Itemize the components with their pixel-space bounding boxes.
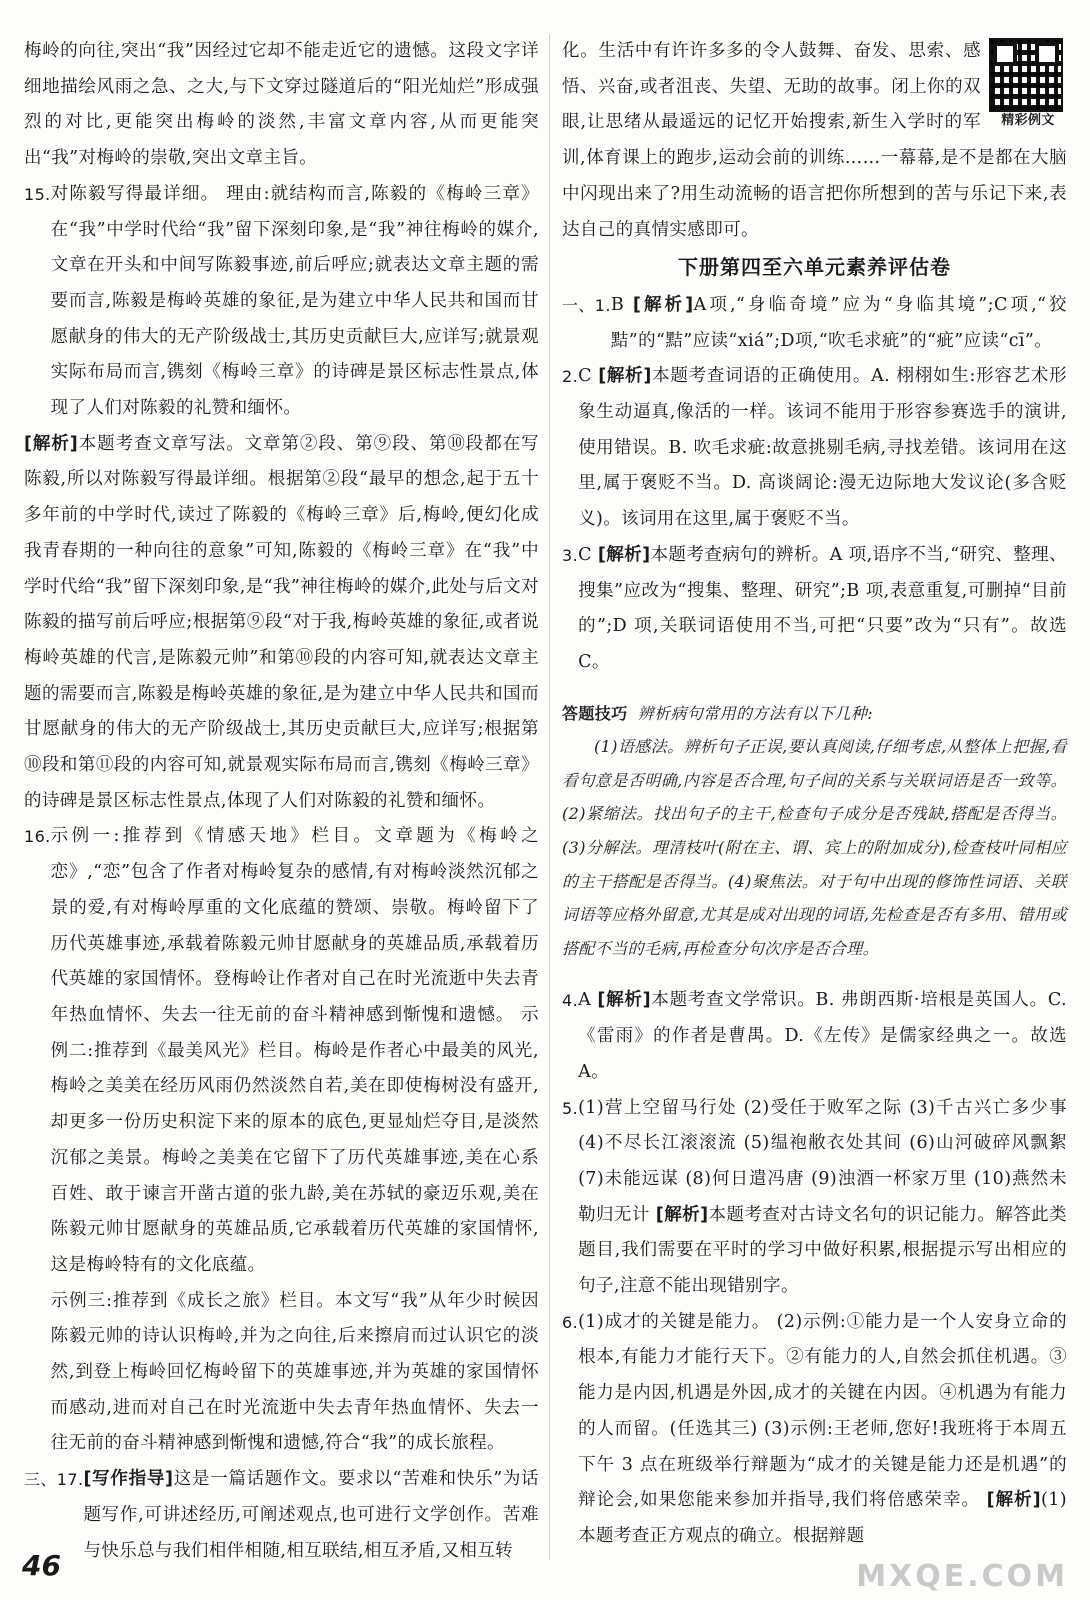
section-title: 下册第四至六单元素养评估卷 bbox=[678, 255, 951, 280]
question-number: 16. bbox=[24, 827, 51, 847]
analysis-tag: [解析] bbox=[597, 544, 651, 565]
tips-intro: 辨析病句常用的方法有以下几种: bbox=[637, 703, 874, 723]
question-number: 6. bbox=[562, 1312, 579, 1332]
analysis-tag: [解析] bbox=[632, 294, 694, 315]
question-3 bbox=[562, 538, 1067, 681]
answer-letter: A bbox=[578, 990, 592, 1011]
answer-text bbox=[83, 1462, 539, 1569]
analysis-tag: [解析] bbox=[986, 1490, 1041, 1511]
question-6 bbox=[562, 1305, 1067, 1555]
tips-text: (1)语感法。辨析句子正误,要认真阅读,仔细考虑,从整体上把握,看看句意是否明确,内容是否合理,句子间的关系与关联词语是否一致等。(2)紧缩法。找出句子的主干,检查句子成分是否残缺,搭配是否得当。(3)分解法。理清枝叶(附在主、谓、宾上的附加成分),检查枝叶同相应的主干搭配是否得当。(4)聚焦法。对于句中出现的修饰性词语、关联词语等应格外留意,尤其是成对出现的词语,先检查是否有多用、错用或搭配不当的毛病,再检查分句次序是否合理。 bbox=[562, 737, 1067, 958]
question-4 bbox=[562, 983, 1067, 1090]
question-5 bbox=[562, 1091, 1067, 1305]
analysis-text: 本题考查文学常识。B. 弗朗西斯·培根是英国人。C.《雷雨》的作者是曹禺。D.《左传》是儒家经典之一。故选 A。 bbox=[578, 990, 1067, 1082]
question-number: 三、17. bbox=[24, 1470, 84, 1490]
answer-text: 示例一:推荐到《情感天地》栏目。文章题为《梅岭之恋》,“恋”包含了作者对梅岭复杂的感情,有对梅岭淡然沉郁之景的爱,有对梅岭厚重的文化底蕴的赞颂、崇敬。梅岭留下了历代英雄事迹,承载着陈毅元帅甘愿献身的英雄品质,承载着历代英雄的家国情怀。登梅岭让作者对自己在时光流逝中失去青年热血情怀、失去一往无前的奋斗精神感到惭愧和遗憾。 示例二:推荐到《最美风光》栏目。梅岭是作者心中最美的风光,梅岭之美美在经历风雨仍然淡然自若,美在即使梅树没有盛开,却更多一份历史积淀下来的原本的底色,更显灿烂夺目,是淡然沉郁之美景。梅岭之美美在它留下了历代英雄事迹,美在心系百姓、敢于谏言开凿古道的张九龄,美在苏轼的豪迈乐观,美在陈毅元帅甘愿献身的英雄品质,它承载着历代英雄的家国情怀,这是梅岭特有的文化底蕴。 bbox=[50, 826, 539, 1275]
answer-text bbox=[578, 1305, 1067, 1555]
analysis-tag: [解析] bbox=[598, 366, 652, 387]
answer-text bbox=[578, 538, 1067, 681]
analysis-tag: [解析] bbox=[24, 433, 79, 454]
paragraph-continued: 梅岭的向往,突出“我”因经过它却不能走近它的遗憾。这段文字详细地描绘风雨之急、之大,与下文穿过隧道后的“阳光灿烂”形成强烈的对比,更能突出梅岭的淡然,丰富文章内容,从而更能突出“我”对梅岭的崇敬,突出文章主旨。 bbox=[24, 41, 539, 169]
analysis-tag: [解析] bbox=[597, 990, 652, 1011]
answer-letter: C bbox=[578, 366, 592, 387]
answer-text: 对陈毅写得最详细。 理由:就结构而言,陈毅的《梅岭三章》在“我”中学时代给“我”留下深刻印象,是“我”神往梅岭的媒介,文章在开头和中间写陈毅事迹,前后呼应;就表达文章主题的需要而言,陈毅是梅岭英雄的象征,是为建立中华人民共和国而甘愿献身的伟大的无产阶级战士,其历史贡献巨大,应详写;就景观实际布局而言,镌刻《梅岭三章》的诗碑是景区标志性景点,体现了人们对陈毅的礼赞和缅怀。 bbox=[50, 183, 539, 419]
watermark-logo: MXQE.COM bbox=[856, 1559, 1068, 1594]
analysis-15 bbox=[24, 427, 539, 820]
analysis-text: 本题考查文章写法。文章第②段、第⑨段、第⑩段都在写陈毅,所以对陈毅写得最详细。根据第②段“最早的想念,起于五十多年前的中学时代,读过了陈毅的《梅岭三章》后,梅岭,便幻化成我青春期的一种向往的意象”可知,陈毅的《梅岭三章》在“我”中学时代给“我”留下深刻印象,是“我”神往梅岭的媒介,此处与后文对陈毅的描写前后呼应;根据第⑨段“对于我,梅岭英雄的象征,或者说梅岭英雄的代言,是陈毅元帅”和第⑩段的内容可知,就表达文章主题的需要而言,陈毅是梅岭英雄的象征,是为建立中华人民共和国而甘愿献身的伟大的无产阶级战士,其历史贡献巨大,应详写;根据第⑩段和第⑪段的内容可知,就景观实际布局而言,镌刻《梅岭三章》的诗碑是景区标志性景点,体现了人们对陈毅的礼赞和缅怀。 bbox=[24, 433, 539, 811]
answer-text bbox=[611, 288, 1067, 359]
answer-lines: (1)成才的关键是能力。 (2)示例:①能力是一个人安身立命的根本,有能力才能行天下。②有能力的人,自然会抓住机遇。③能力是内因,机遇是外因,成才的关键在内因。④机遇为有能力的人而留。(任选其三) (3)示例:王老师,您好!我班将于本周五下午 3 点在班级举行辩题为“成才的关键是能力还是机遇”的辩论会,如果您能来参加并指导,我们将倍感荣幸。 bbox=[578, 1311, 1067, 1511]
question-17 bbox=[24, 1462, 539, 1569]
question-number: 15. bbox=[24, 184, 51, 204]
answer-letter: B bbox=[610, 294, 625, 315]
question-number: 2. bbox=[562, 367, 579, 387]
question-15 bbox=[24, 177, 539, 427]
question-number: 3. bbox=[562, 545, 579, 565]
question-number: 一、1. bbox=[562, 295, 611, 315]
analysis-text: 本题考查词语的正确使用。A. 栩栩如生:形容艺术形象生动逼真,像活的一样。该词不能用于形容参赛选手的演讲,使用错误。B. 吹毛求疵:故意挑剔毛病,寻找差错。该词用在这里,属于褒贬不当。D. 高谈阔论:漫无边际地大发议论(多含贬义)。该词用在这里,属于褒贬不当。 bbox=[578, 366, 1067, 530]
qr-code-icon[interactable] bbox=[989, 38, 1063, 112]
right-column bbox=[562, 34, 1068, 1546]
tips-label: 答题技巧 bbox=[562, 703, 628, 723]
question-number: 4. bbox=[562, 991, 579, 1011]
analysis-text: 本题考查病句的辨析。A 项,语序不当,“研究、整理、搜集”应改为“搜集、整理、研究”;B 项,表意重复,可删掉“目前的”;D 项,关联词语使用不当,可把“只要”改为“只有”。故选 C。 bbox=[578, 544, 1067, 672]
question-2 bbox=[562, 359, 1067, 538]
writing-guide-text: 这是一篇话题作文。要求以“苦难和快乐”为话题写作,可讲述经历,可阐述观点,也可进行文学创作。苦难与快乐总与我们相伴相随,相互联结,相互矛盾,又相互转 bbox=[83, 1469, 539, 1561]
qr-code-block bbox=[989, 38, 1067, 130]
left-column bbox=[24, 34, 539, 1561]
analysis-text: 本题考查对古诗文名句的识记能力。解答此类题目,我们需要在平时的学习中做好积累,根据提示写出相应的句子,注意不能出现错别字。 bbox=[578, 1204, 1068, 1297]
analysis-text: (1)本题考查正方观点的确立。根据辩题 bbox=[578, 1490, 1067, 1546]
question-16 bbox=[24, 819, 539, 1462]
answer-text bbox=[578, 983, 1067, 1090]
answer-example-3: 示例三:推荐到《成长之旅》栏目。本文写“我”从年少时候因陈毅元帅的诗认识梅岭,并为之向往,后来擦肩而过认识它的淡然,到登上梅岭回忆梅岭留下的英雄事迹,并为英雄的家国情怀而感动,进而对自己在时光流逝中失去青年热血情怀、失去一往无前的奋斗精神感到惭愧和遗憾,符合“我”的成长旅程。 bbox=[50, 1290, 539, 1454]
paragraph-continued: 化。生活中有许许多多的令人鼓舞、奋发、思索、感悟、兴奋,或者沮丧、失望、无助的故事。闭上你的双眼,让思绪从最遥远的记忆开始搜索,新生入学时的军训,体育课上的跑步,运动会前的训练……一幕幕,是不是都在大脑中闪现出来了?用生动流畅的语言把你所想到的苦与乐记下来,表达自己的真情实感即可。 bbox=[562, 41, 1067, 240]
writing-guide-tag: [写作指导] bbox=[83, 1469, 174, 1490]
analysis-tag: [解析] bbox=[655, 1204, 709, 1225]
page-number: 46 bbox=[22, 1549, 61, 1582]
answer-tips-box bbox=[562, 697, 1067, 966]
answer-text bbox=[578, 359, 1067, 538]
column-divider bbox=[549, 34, 550, 1560]
question-1 bbox=[562, 288, 1067, 359]
answer-text bbox=[578, 1091, 1067, 1305]
qr-label: 精彩例文 bbox=[1001, 113, 1055, 128]
analysis-text: A项,“身临奇境”应为“身临其境”;C项,“狡黠”的“黠”应读“xiá”;D项,“吹毛求疵”的“疵”应读“cī”。 bbox=[610, 294, 1067, 351]
answer-lines: (1)营上空留马行处 (2)受任于败军之际 (3)千古兴亡多少事 (4)不尽长江滚滚流 (5)缊袍敝衣处其间 (6)山河破碎风飘絮 (7)未能远谋 (8)何日遣冯唐 (9)浊酒一杯家万里 (10)燕然未勒归无计 bbox=[578, 1097, 1067, 1225]
answer-letter: C bbox=[578, 544, 592, 565]
question-number: 5. bbox=[562, 1098, 579, 1118]
